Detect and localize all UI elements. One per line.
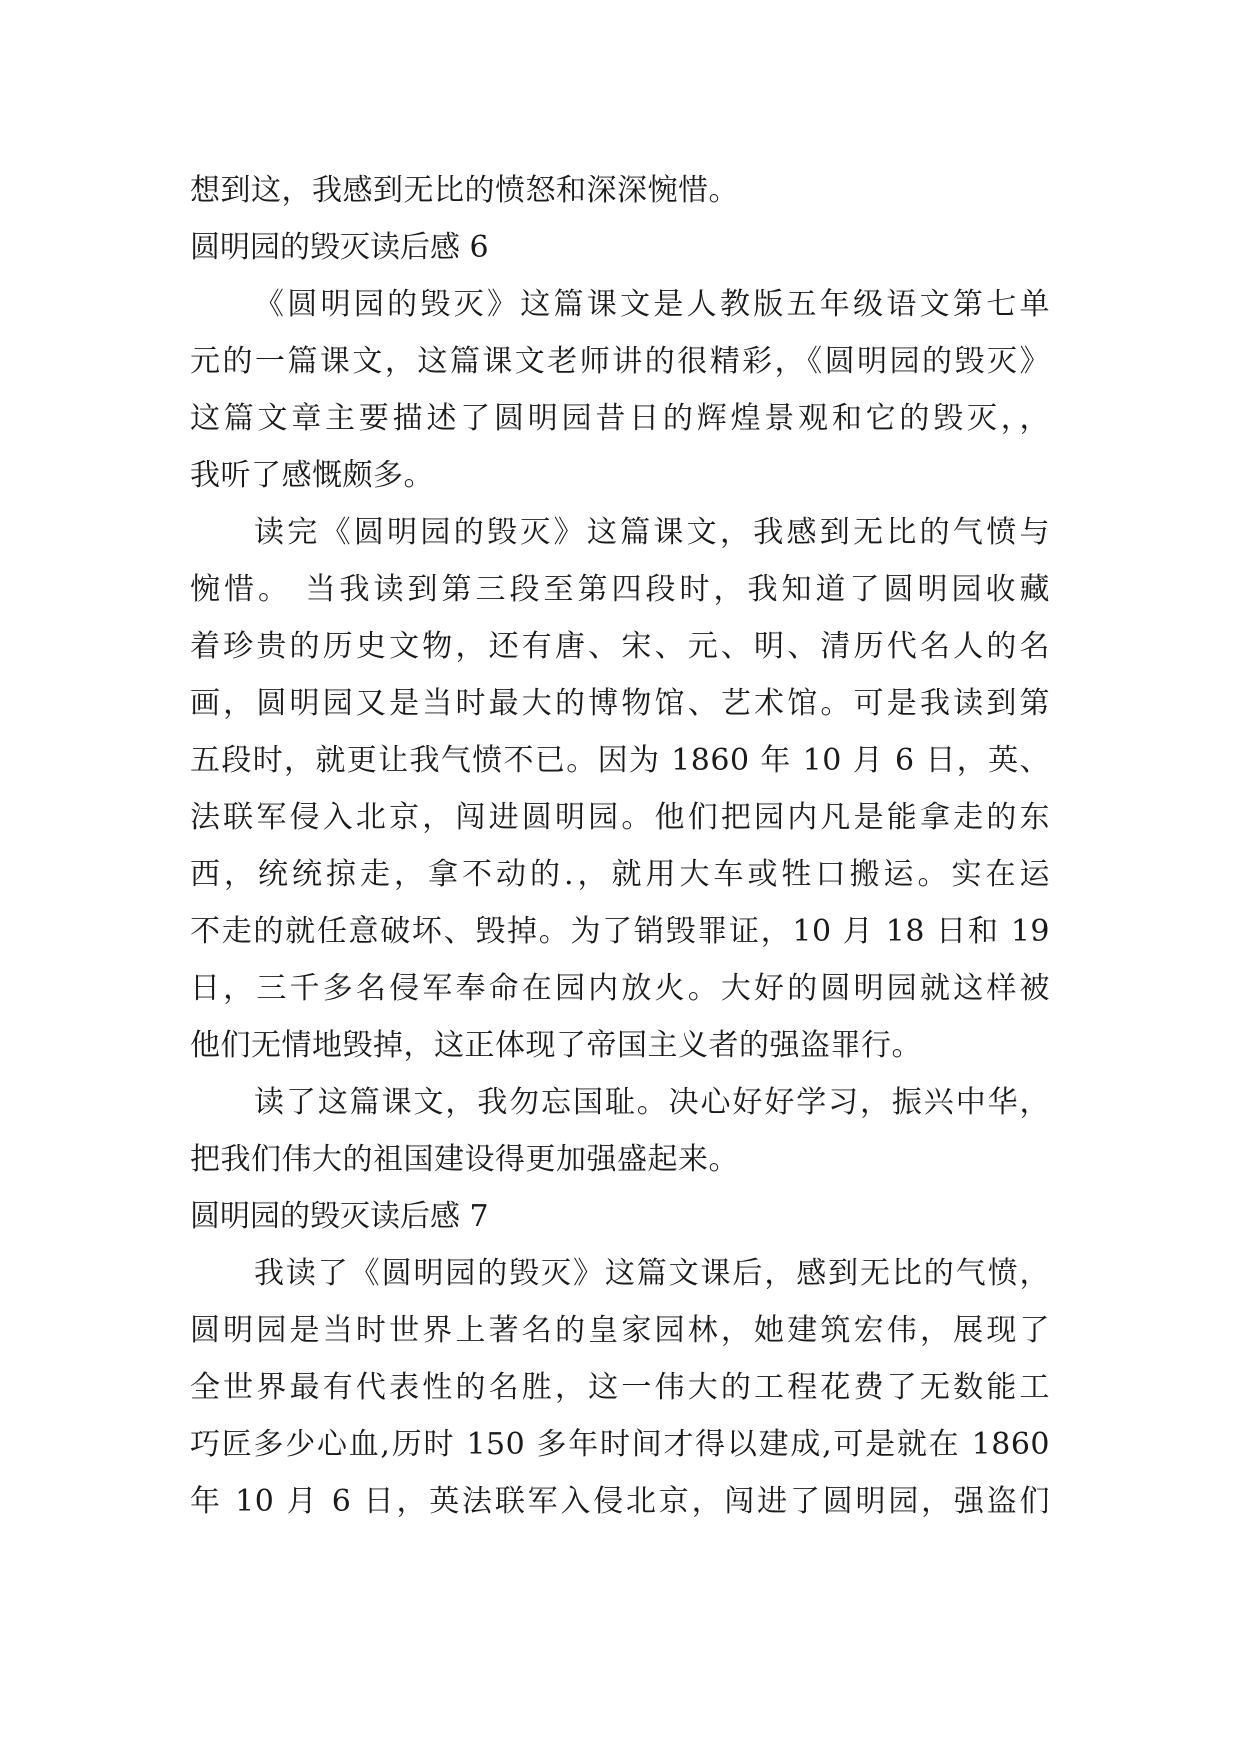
text-line: 读了这篇课文，我勿忘国耻。决心好好学习，振兴中华， (254, 1085, 1050, 1120)
essay7-paragraph-1 (190, 1245, 1050, 1530)
text-line: 不走的就任意破坏、毁掉。为了销毁罪证，10 月 18 日和 19 (190, 914, 1050, 949)
text-line: 巧匠多少心血,历时 150 多年时间才得以建成,可是就在 1860 (190, 1427, 1050, 1462)
document-page (190, 162, 1050, 1530)
text-line: 惋惜。 当我读到第三段至第四段时，我知道了圆明园收藏 (190, 572, 1050, 607)
text-line: 日，三千多名侵军奉命在园内放火。大好的圆明园就这样被 (190, 971, 1050, 1006)
text-line: 《圆明园的毁灭》这篇课文是人教版五年级语文第七单 (254, 287, 1050, 322)
text-line: 圆明园是当时世界上著名的皇家园林，她建筑宏伟，展现了 (190, 1313, 1050, 1348)
intro-paragraph (190, 162, 1050, 219)
text-line: 把我们伟大的祖国建设得更加强盛起来。 (190, 1142, 739, 1177)
text-line: 全世界最有代表性的名胜，这一伟大的工程花费了无数能工 (190, 1370, 1050, 1405)
section-heading-6: 圆明园的毁灭读后感 6 (190, 230, 489, 265)
text-line: 我读了《圆明园的毁灭》这篇文课后，感到无比的气愤， (254, 1256, 1050, 1291)
essay6-paragraph-2 (190, 504, 1050, 1074)
text-line: 画，圆明园又是当时最大的博物馆、艺术馆。可是我读到第 (190, 686, 1050, 721)
text-line: 西，统统掠走，拿不动的.，就用大车或牲口搬运。实在运 (190, 857, 1050, 892)
text-line: 他们无情地毁掉，这正体现了帝国主义者的强盗罪行。 (190, 1028, 922, 1063)
text-line: 年 10 月 6 日，英法联军入侵北京，闯进了圆明园，强盗们 (190, 1484, 1050, 1519)
text-line: 着珍贵的历史文物，还有唐、宋、元、明、清历代名人的名 (190, 629, 1050, 664)
section-heading-7: 圆明园的毁灭读后感 7 (190, 1199, 489, 1234)
essay6-paragraph-1 (190, 276, 1050, 504)
text-line: 我听了感慨颇多。 (190, 458, 434, 493)
text-line: 读完《圆明园的毁灭》这篇课文，我感到无比的气愤与 (254, 515, 1050, 550)
text-line: 元的一篇课文，这篇课文老师讲的很精彩，《圆明园的毁灭》 (190, 344, 1050, 379)
essay6-paragraph-3 (190, 1074, 1050, 1188)
text-line: 这篇文章主要描述了圆明园昔日的辉煌景观和它的毁灭，， (190, 401, 1050, 436)
text-line: 法联军侵入北京，闯进圆明园。他们把园内凡是能拿走的东 (190, 800, 1050, 835)
text-line: 想到这，我感到无比的愤怒和深深惋惜。 (190, 173, 739, 208)
text-line: 五段时，就更让我气愤不已。因为 1860 年 10 月 6 日，英、 (190, 743, 1050, 778)
